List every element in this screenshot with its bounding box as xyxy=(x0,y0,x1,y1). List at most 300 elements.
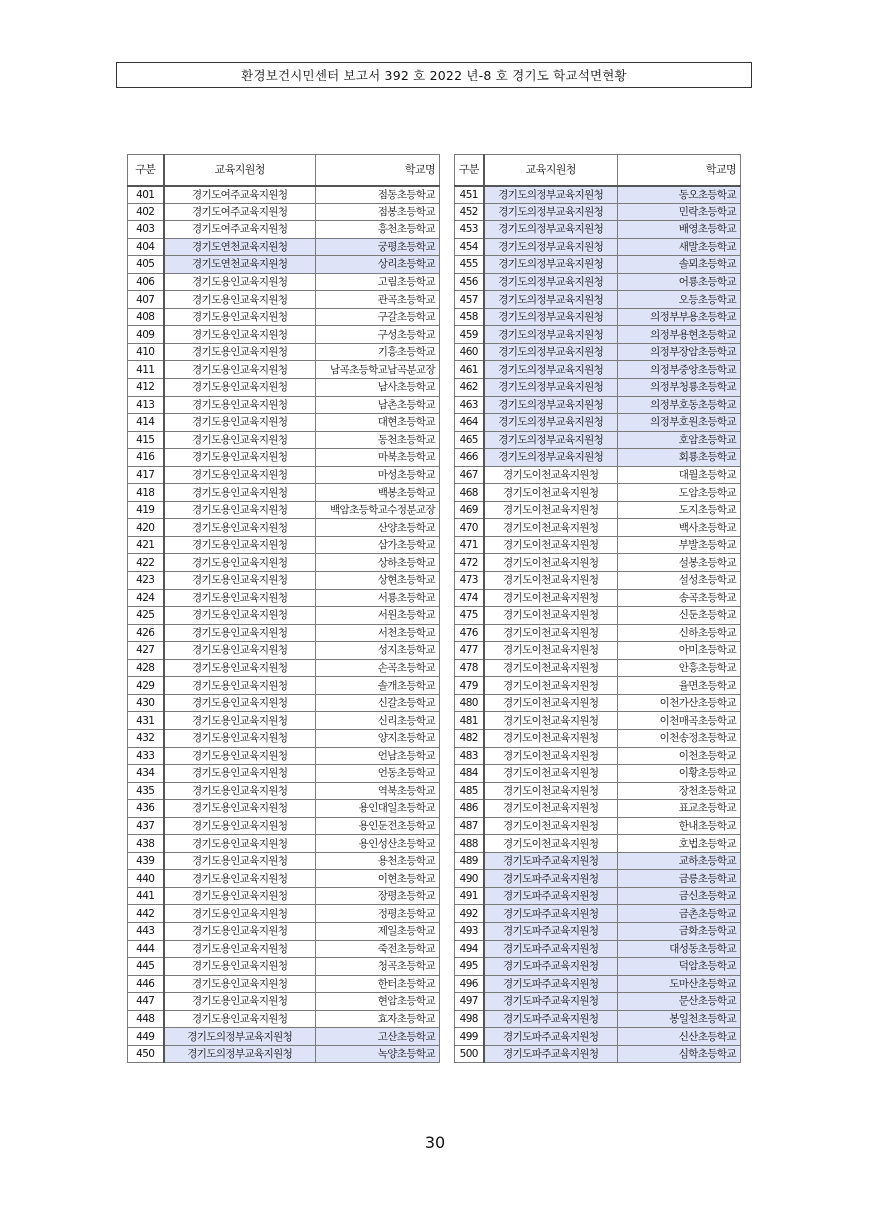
row-number: 438 xyxy=(128,835,164,853)
row-number: 496 xyxy=(455,975,484,993)
row-number: 492 xyxy=(455,905,484,923)
school-name-cell: 구성초등학교 xyxy=(316,326,440,344)
row-number: 435 xyxy=(128,782,164,800)
office-cell: 경기도이천교육지원청 xyxy=(484,800,618,818)
school-name-cell: 관곡초등학교 xyxy=(316,291,440,309)
row-number: 497 xyxy=(455,993,484,1011)
office-cell: 경기도용인교육지원청 xyxy=(164,835,316,853)
office-cell: 경기도용인교육지원청 xyxy=(164,536,316,554)
school-name-cell: 부발초등학교 xyxy=(618,536,741,554)
row-number: 498 xyxy=(455,1010,484,1028)
row-number: 468 xyxy=(455,484,484,502)
table-row xyxy=(455,343,741,361)
office-cell: 경기도의정부교육지원청 xyxy=(164,1028,316,1046)
row-number: 472 xyxy=(455,554,484,572)
school-name-cell: 마성초등학교 xyxy=(316,466,440,484)
school-name-cell: 봉일천초등학교 xyxy=(618,1010,741,1028)
table-row xyxy=(128,1045,440,1063)
office-cell: 경기도용인교육지원청 xyxy=(164,659,316,677)
row-number: 500 xyxy=(455,1045,484,1063)
school-name-cell: 의정부용현초등학교 xyxy=(618,326,741,344)
row-number: 430 xyxy=(128,694,164,712)
school-name-cell: 회룡초등학교 xyxy=(618,449,741,467)
row-number: 418 xyxy=(128,484,164,502)
row-number: 412 xyxy=(128,379,164,397)
office-cell: 경기도이천교육지원청 xyxy=(484,835,618,853)
row-number: 456 xyxy=(455,273,484,291)
row-number: 448 xyxy=(128,1010,164,1028)
table-row xyxy=(128,449,440,467)
table-row xyxy=(455,975,741,993)
office-cell: 경기도용인교육지원청 xyxy=(164,922,316,940)
row-number: 462 xyxy=(455,379,484,397)
column-header-no: 구분 xyxy=(455,155,484,186)
table-row xyxy=(455,308,741,326)
office-cell: 경기도파주교육지원청 xyxy=(484,922,618,940)
school-name-cell: 이천매곡초등학교 xyxy=(618,712,741,730)
office-cell: 경기도파주교육지원청 xyxy=(484,940,618,958)
table-row xyxy=(455,501,741,519)
office-cell: 경기도이천교육지원청 xyxy=(484,729,618,747)
row-number: 445 xyxy=(128,958,164,976)
table-row xyxy=(455,642,741,660)
office-cell: 경기도용인교육지원청 xyxy=(164,466,316,484)
school-name-cell: 의정부청룡초등학교 xyxy=(618,379,741,397)
row-number: 465 xyxy=(455,431,484,449)
school-name-cell: 장평초등학교 xyxy=(316,887,440,905)
row-number: 404 xyxy=(128,238,164,256)
report-title: 환경보건시민센터 보고서 392 호 2022 년-8 호 경기도 학교석면현황 xyxy=(241,68,627,83)
table-row xyxy=(128,852,440,870)
table-row xyxy=(455,922,741,940)
row-number: 475 xyxy=(455,607,484,625)
office-cell: 경기도용인교육지원청 xyxy=(164,449,316,467)
table-row xyxy=(455,449,741,467)
table-row xyxy=(128,291,440,309)
row-number: 416 xyxy=(128,449,164,467)
row-number: 470 xyxy=(455,519,484,537)
school-name-cell: 이천송정초등학교 xyxy=(618,729,741,747)
table-row xyxy=(128,203,440,221)
office-cell: 경기도의정부교육지원청 xyxy=(484,343,618,361)
table-header-row xyxy=(455,155,741,186)
table-row xyxy=(128,659,440,677)
table-row xyxy=(455,852,741,870)
row-number: 401 xyxy=(128,186,164,204)
row-number: 485 xyxy=(455,782,484,800)
office-cell: 경기도용인교육지원청 xyxy=(164,273,316,291)
office-cell: 경기도의정부교육지원청 xyxy=(164,1045,316,1063)
office-cell: 경기도이천교육지원청 xyxy=(484,607,618,625)
table-row xyxy=(128,536,440,554)
school-name-cell: 언동초등학교 xyxy=(316,765,440,783)
table-row xyxy=(128,326,440,344)
school-name-cell: 심학초등학교 xyxy=(618,1045,741,1063)
row-number: 486 xyxy=(455,800,484,818)
office-cell: 경기도의정부교육지원청 xyxy=(484,361,618,379)
row-number: 440 xyxy=(128,870,164,888)
table-row xyxy=(455,624,741,642)
office-cell: 경기도용인교육지원청 xyxy=(164,975,316,993)
row-number: 460 xyxy=(455,343,484,361)
office-cell: 경기도이천교육지원청 xyxy=(484,817,618,835)
school-name-cell: 아미초등학교 xyxy=(618,642,741,660)
row-number: 474 xyxy=(455,589,484,607)
row-number: 441 xyxy=(128,887,164,905)
school-name-cell: 표교초등학교 xyxy=(618,800,741,818)
school-name-cell: 녹양초등학교 xyxy=(316,1045,440,1063)
table-row xyxy=(455,589,741,607)
table-header-row xyxy=(128,155,440,186)
office-cell: 경기도이천교육지원청 xyxy=(484,501,618,519)
row-number: 415 xyxy=(128,431,164,449)
table-row xyxy=(455,186,741,204)
school-name-cell: 용인성산초등학교 xyxy=(316,835,440,853)
school-name-cell: 덕암초등학교 xyxy=(618,958,741,976)
office-cell: 경기도용인교육지원청 xyxy=(164,642,316,660)
table-row xyxy=(455,659,741,677)
table-row xyxy=(128,694,440,712)
office-cell: 경기도의정부교육지원청 xyxy=(484,431,618,449)
office-cell: 경기도의정부교육지원청 xyxy=(484,273,618,291)
office-cell: 경기도여주교육지원청 xyxy=(164,221,316,239)
school-name-cell: 의정부중앙초등학교 xyxy=(618,361,741,379)
row-number: 455 xyxy=(455,256,484,274)
office-cell: 경기도용인교육지원청 xyxy=(164,396,316,414)
school-name-cell: 호암초등학교 xyxy=(618,431,741,449)
school-name-cell: 송곡초등학교 xyxy=(618,589,741,607)
table-row xyxy=(128,765,440,783)
table-row xyxy=(455,765,741,783)
school-name-cell: 신산초등학교 xyxy=(618,1028,741,1046)
table-row xyxy=(455,677,741,695)
row-number: 427 xyxy=(128,642,164,660)
office-cell: 경기도의정부교육지원청 xyxy=(484,308,618,326)
row-number: 495 xyxy=(455,958,484,976)
table-row xyxy=(128,343,440,361)
school-name-cell: 흥천초등학교 xyxy=(316,221,440,239)
school-name-cell: 대현초등학교 xyxy=(316,414,440,432)
table-row xyxy=(128,361,440,379)
office-cell: 경기도이천교육지원청 xyxy=(484,694,618,712)
row-number: 447 xyxy=(128,993,164,1011)
office-cell: 경기도용인교육지원청 xyxy=(164,800,316,818)
row-number: 493 xyxy=(455,922,484,940)
office-cell: 경기도용인교육지원청 xyxy=(164,414,316,432)
school-name-cell: 용인대일초등학교 xyxy=(316,800,440,818)
table-row xyxy=(455,870,741,888)
school-name-cell: 마북초등학교 xyxy=(316,449,440,467)
school-name-cell: 용인둔전초등학교 xyxy=(316,817,440,835)
table-row xyxy=(128,379,440,397)
office-cell: 경기도여주교육지원청 xyxy=(164,203,316,221)
school-name-cell: 한내초등학교 xyxy=(618,817,741,835)
table-row xyxy=(128,835,440,853)
office-cell: 경기도이천교육지원청 xyxy=(484,624,618,642)
table-row xyxy=(455,694,741,712)
row-number: 449 xyxy=(128,1028,164,1046)
row-number: 410 xyxy=(128,343,164,361)
office-cell: 경기도의정부교육지원청 xyxy=(484,396,618,414)
office-cell: 경기도용인교육지원청 xyxy=(164,993,316,1011)
table-row xyxy=(128,256,440,274)
office-cell: 경기도이천교육지원청 xyxy=(484,572,618,590)
table-row xyxy=(455,1010,741,1028)
office-cell: 경기도용인교육지원청 xyxy=(164,431,316,449)
office-cell: 경기도용인교육지원청 xyxy=(164,308,316,326)
row-number: 499 xyxy=(455,1028,484,1046)
office-cell: 경기도용인교육지원청 xyxy=(164,361,316,379)
school-name-cell: 어룡초등학교 xyxy=(618,273,741,291)
school-name-cell: 대월초등학교 xyxy=(618,466,741,484)
office-cell: 경기도용인교육지원청 xyxy=(164,291,316,309)
school-name-cell: 남곡초등학교남곡분교장 xyxy=(316,361,440,379)
office-cell: 경기도파주교육지원청 xyxy=(484,870,618,888)
row-number: 422 xyxy=(128,554,164,572)
office-cell: 경기도용인교육지원청 xyxy=(164,519,316,537)
school-name-cell: 민락초등학교 xyxy=(618,203,741,221)
school-name-cell: 점동초등학교 xyxy=(316,186,440,204)
table-row xyxy=(128,922,440,940)
office-cell: 경기도용인교육지원청 xyxy=(164,870,316,888)
table-row xyxy=(455,238,741,256)
office-cell: 경기도이천교육지원청 xyxy=(484,659,618,677)
school-name-cell: 삼가초등학교 xyxy=(316,536,440,554)
table-row xyxy=(128,431,440,449)
office-cell: 경기도이천교육지원청 xyxy=(484,782,618,800)
table-row xyxy=(128,887,440,905)
table-row xyxy=(455,905,741,923)
office-cell: 경기도파주교육지원청 xyxy=(484,1028,618,1046)
office-cell: 경기도파주교육지원청 xyxy=(484,887,618,905)
office-cell: 경기도용인교육지원청 xyxy=(164,677,316,695)
school-name-cell: 구갈초등학교 xyxy=(316,308,440,326)
row-number: 420 xyxy=(128,519,164,537)
row-number: 433 xyxy=(128,747,164,765)
row-number: 469 xyxy=(455,501,484,519)
office-cell: 경기도용인교육지원청 xyxy=(164,326,316,344)
office-cell: 경기도연천교육지원청 xyxy=(164,256,316,274)
school-name-cell: 호법초등학교 xyxy=(618,835,741,853)
row-number: 423 xyxy=(128,572,164,590)
school-name-cell: 설성초등학교 xyxy=(618,572,741,590)
office-cell: 경기도의정부교육지원청 xyxy=(484,186,618,204)
office-cell: 경기도용인교육지원청 xyxy=(164,1010,316,1028)
table-row xyxy=(455,466,741,484)
row-number: 458 xyxy=(455,308,484,326)
school-name-cell: 새말초등학교 xyxy=(618,238,741,256)
office-cell: 경기도용인교육지원청 xyxy=(164,694,316,712)
school-name-cell: 의정부호동초등학교 xyxy=(618,396,741,414)
row-number: 425 xyxy=(128,607,164,625)
school-name-cell: 대성동초등학교 xyxy=(618,940,741,958)
row-number: 463 xyxy=(455,396,484,414)
school-name-cell: 백사초등학교 xyxy=(618,519,741,537)
office-cell: 경기도파주교육지원청 xyxy=(484,975,618,993)
row-number: 408 xyxy=(128,308,164,326)
school-name-cell: 동천초등학교 xyxy=(316,431,440,449)
school-name-cell: 고림초등학교 xyxy=(316,273,440,291)
school-name-cell: 한터초등학교 xyxy=(316,975,440,993)
row-number: 476 xyxy=(455,624,484,642)
table-row xyxy=(128,607,440,625)
table-row xyxy=(455,431,741,449)
office-cell: 경기도의정부교육지원청 xyxy=(484,203,618,221)
row-number: 489 xyxy=(455,852,484,870)
page-number: 30 xyxy=(424,1133,446,1152)
column-header-office: 교육지원청 xyxy=(484,155,618,186)
office-cell: 경기도용인교육지원청 xyxy=(164,782,316,800)
school-name-cell: 신하초등학교 xyxy=(618,624,741,642)
row-number: 490 xyxy=(455,870,484,888)
school-name-cell: 효자초등학교 xyxy=(316,1010,440,1028)
row-number: 483 xyxy=(455,747,484,765)
table-row xyxy=(128,747,440,765)
row-number: 446 xyxy=(128,975,164,993)
office-cell: 경기도의정부교육지원청 xyxy=(484,238,618,256)
table-row xyxy=(455,536,741,554)
school-name-cell: 서천초등학교 xyxy=(316,624,440,642)
table-row xyxy=(455,554,741,572)
office-cell: 경기도이천교육지원청 xyxy=(484,642,618,660)
office-cell: 경기도용인교육지원청 xyxy=(164,484,316,502)
column-header-school: 학교명 xyxy=(316,155,440,186)
row-number: 413 xyxy=(128,396,164,414)
row-number: 477 xyxy=(455,642,484,660)
table-row xyxy=(128,519,440,537)
row-number: 417 xyxy=(128,466,164,484)
row-number: 450 xyxy=(128,1045,164,1063)
table-row xyxy=(128,677,440,695)
school-name-cell: 현암초등학교 xyxy=(316,993,440,1011)
school-name-cell: 교하초등학교 xyxy=(618,852,741,870)
office-cell: 경기도용인교육지원청 xyxy=(164,729,316,747)
school-name-cell: 도암초등학교 xyxy=(618,484,741,502)
table-row xyxy=(128,712,440,730)
office-cell: 경기도용인교육지원청 xyxy=(164,589,316,607)
table-row xyxy=(128,1028,440,1046)
row-number: 464 xyxy=(455,414,484,432)
column-header-school: 학교명 xyxy=(618,155,741,186)
school-name-cell: 청곡초등학교 xyxy=(316,958,440,976)
table-row xyxy=(455,887,741,905)
row-number: 467 xyxy=(455,466,484,484)
school-name-cell: 문산초등학교 xyxy=(618,993,741,1011)
table-row xyxy=(455,273,741,291)
office-cell: 경기도이천교육지원청 xyxy=(484,765,618,783)
school-name-cell: 안흥초등학교 xyxy=(618,659,741,677)
office-cell: 경기도이천교육지원청 xyxy=(484,484,618,502)
row-number: 442 xyxy=(128,905,164,923)
row-number: 419 xyxy=(128,501,164,519)
school-name-cell: 제일초등학교 xyxy=(316,922,440,940)
row-number: 481 xyxy=(455,712,484,730)
table-row xyxy=(128,589,440,607)
table-row xyxy=(455,1028,741,1046)
table-row xyxy=(455,729,741,747)
school-name-cell: 성지초등학교 xyxy=(316,642,440,660)
table-row xyxy=(455,782,741,800)
school-name-cell: 남사초등학교 xyxy=(316,379,440,397)
report-header xyxy=(116,62,752,88)
office-cell: 경기도이천교육지원청 xyxy=(484,466,618,484)
row-number: 432 xyxy=(128,729,164,747)
row-number: 491 xyxy=(455,887,484,905)
school-name-cell: 손곡초등학교 xyxy=(316,659,440,677)
school-name-cell: 동오초등학교 xyxy=(618,186,741,204)
table-row xyxy=(455,361,741,379)
table-row xyxy=(128,414,440,432)
school-name-cell: 의정부부용초등학교 xyxy=(618,308,741,326)
table-row xyxy=(128,484,440,502)
office-cell: 경기도파주교육지원청 xyxy=(484,958,618,976)
school-name-cell: 산양초등학교 xyxy=(316,519,440,537)
school-name-cell: 오등초등학교 xyxy=(618,291,741,309)
office-cell: 경기도용인교육지원청 xyxy=(164,940,316,958)
office-cell: 경기도연천교육지원청 xyxy=(164,238,316,256)
school-name-cell: 도마산초등학교 xyxy=(618,975,741,993)
office-cell: 경기도용인교육지원청 xyxy=(164,887,316,905)
office-cell: 경기도파주교육지원청 xyxy=(484,852,618,870)
school-name-cell: 신둔초등학교 xyxy=(618,607,741,625)
school-name-cell: 솔개초등학교 xyxy=(316,677,440,695)
school-name-cell: 배영초등학교 xyxy=(618,221,741,239)
school-name-cell: 점봉초등학교 xyxy=(316,203,440,221)
office-cell: 경기도용인교육지원청 xyxy=(164,607,316,625)
row-number: 488 xyxy=(455,835,484,853)
school-name-cell: 남촌초등학교 xyxy=(316,396,440,414)
school-name-cell: 상하초등학교 xyxy=(316,554,440,572)
row-number: 431 xyxy=(128,712,164,730)
school-name-cell: 금릉초등학교 xyxy=(618,870,741,888)
school-name-cell: 역북초등학교 xyxy=(316,782,440,800)
row-number: 457 xyxy=(455,291,484,309)
office-cell: 경기도이천교육지원청 xyxy=(484,519,618,537)
table-row xyxy=(128,186,440,204)
row-number: 411 xyxy=(128,361,164,379)
table-row xyxy=(455,203,741,221)
table-row xyxy=(128,466,440,484)
row-number: 451 xyxy=(455,186,484,204)
row-number: 487 xyxy=(455,817,484,835)
school-name-cell: 궁평초등학교 xyxy=(316,238,440,256)
table-row xyxy=(128,905,440,923)
office-cell: 경기도파주교육지원청 xyxy=(484,905,618,923)
row-number: 409 xyxy=(128,326,164,344)
row-number: 454 xyxy=(455,238,484,256)
table-row xyxy=(128,273,440,291)
row-number: 466 xyxy=(455,449,484,467)
office-cell: 경기도파주교육지원청 xyxy=(484,1010,618,1028)
office-cell: 경기도용인교육지원청 xyxy=(164,501,316,519)
row-number: 421 xyxy=(128,536,164,554)
school-name-cell: 신갈초등학교 xyxy=(316,694,440,712)
table-row xyxy=(455,958,741,976)
table-row xyxy=(455,1045,741,1063)
row-number: 437 xyxy=(128,817,164,835)
table-row xyxy=(455,747,741,765)
table-row xyxy=(455,256,741,274)
table-row xyxy=(128,501,440,519)
table-row xyxy=(128,221,440,239)
office-cell: 경기도용인교육지원청 xyxy=(164,958,316,976)
school-name-cell: 솔뫼초등학교 xyxy=(618,256,741,274)
school-name-cell: 양지초등학교 xyxy=(316,729,440,747)
table-row xyxy=(128,940,440,958)
row-number: 405 xyxy=(128,256,164,274)
table-row xyxy=(455,379,741,397)
school-name-cell: 금신초등학교 xyxy=(618,887,741,905)
